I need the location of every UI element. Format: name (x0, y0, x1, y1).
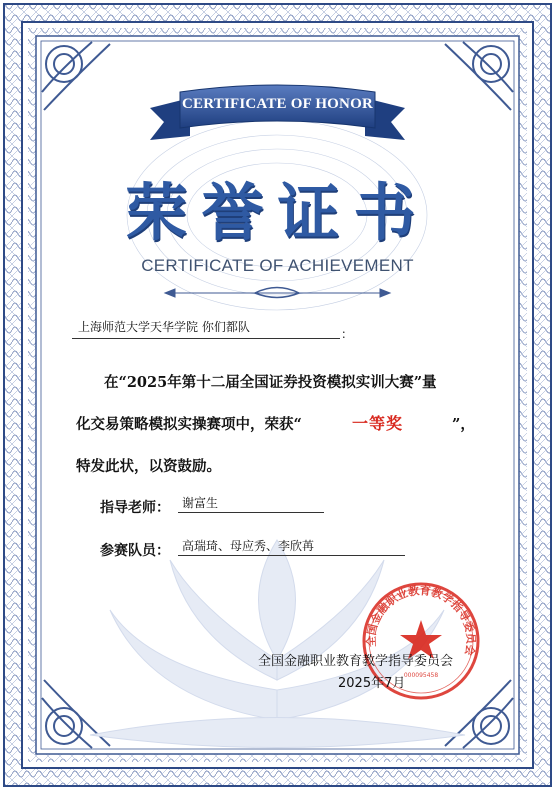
issuer-name: 全国金融职业教育教学指导委员会 (258, 654, 454, 669)
body-text-line-3: 特发此状，以资鼓励。 (76, 458, 221, 475)
advisor-underline (178, 512, 324, 513)
banner-text: CERTIFICATE OF HONOR (182, 96, 373, 112)
members-underline (178, 555, 405, 556)
certificate-title: 荣誉证书 (125, 176, 430, 249)
recipient-colon: ： (341, 327, 354, 341)
body-text-line-1: 在“2025年第十二届全国证券投资模拟实训大赛”量 (104, 374, 437, 391)
certificate-subtitle: CERTIFICATE OF ACHIEVEMENT (141, 256, 414, 275)
recipient-underline (72, 338, 340, 339)
body-text-line-2: 化交易策略模拟实操赛项中，荣获“ (76, 416, 302, 433)
members-label: 参赛队员： (100, 543, 170, 559)
members-value: 高瑞琦、母应秀、李欣苒 (182, 539, 315, 553)
seal-number: 000095458 (403, 672, 439, 679)
issue-date: 2025年7月 (338, 676, 406, 691)
advisor-label: 指导老师： (100, 500, 170, 516)
seal-text: 全国金融职业教育教学指导委员会 (364, 584, 478, 657)
award-level: 一等奖 (352, 414, 404, 433)
body-text-line-2-end: ”， (452, 416, 475, 433)
advisor-value: 谢富生 (182, 496, 219, 510)
recipient-name: 上海师范大学天华学院 你们都队 (78, 320, 250, 334)
